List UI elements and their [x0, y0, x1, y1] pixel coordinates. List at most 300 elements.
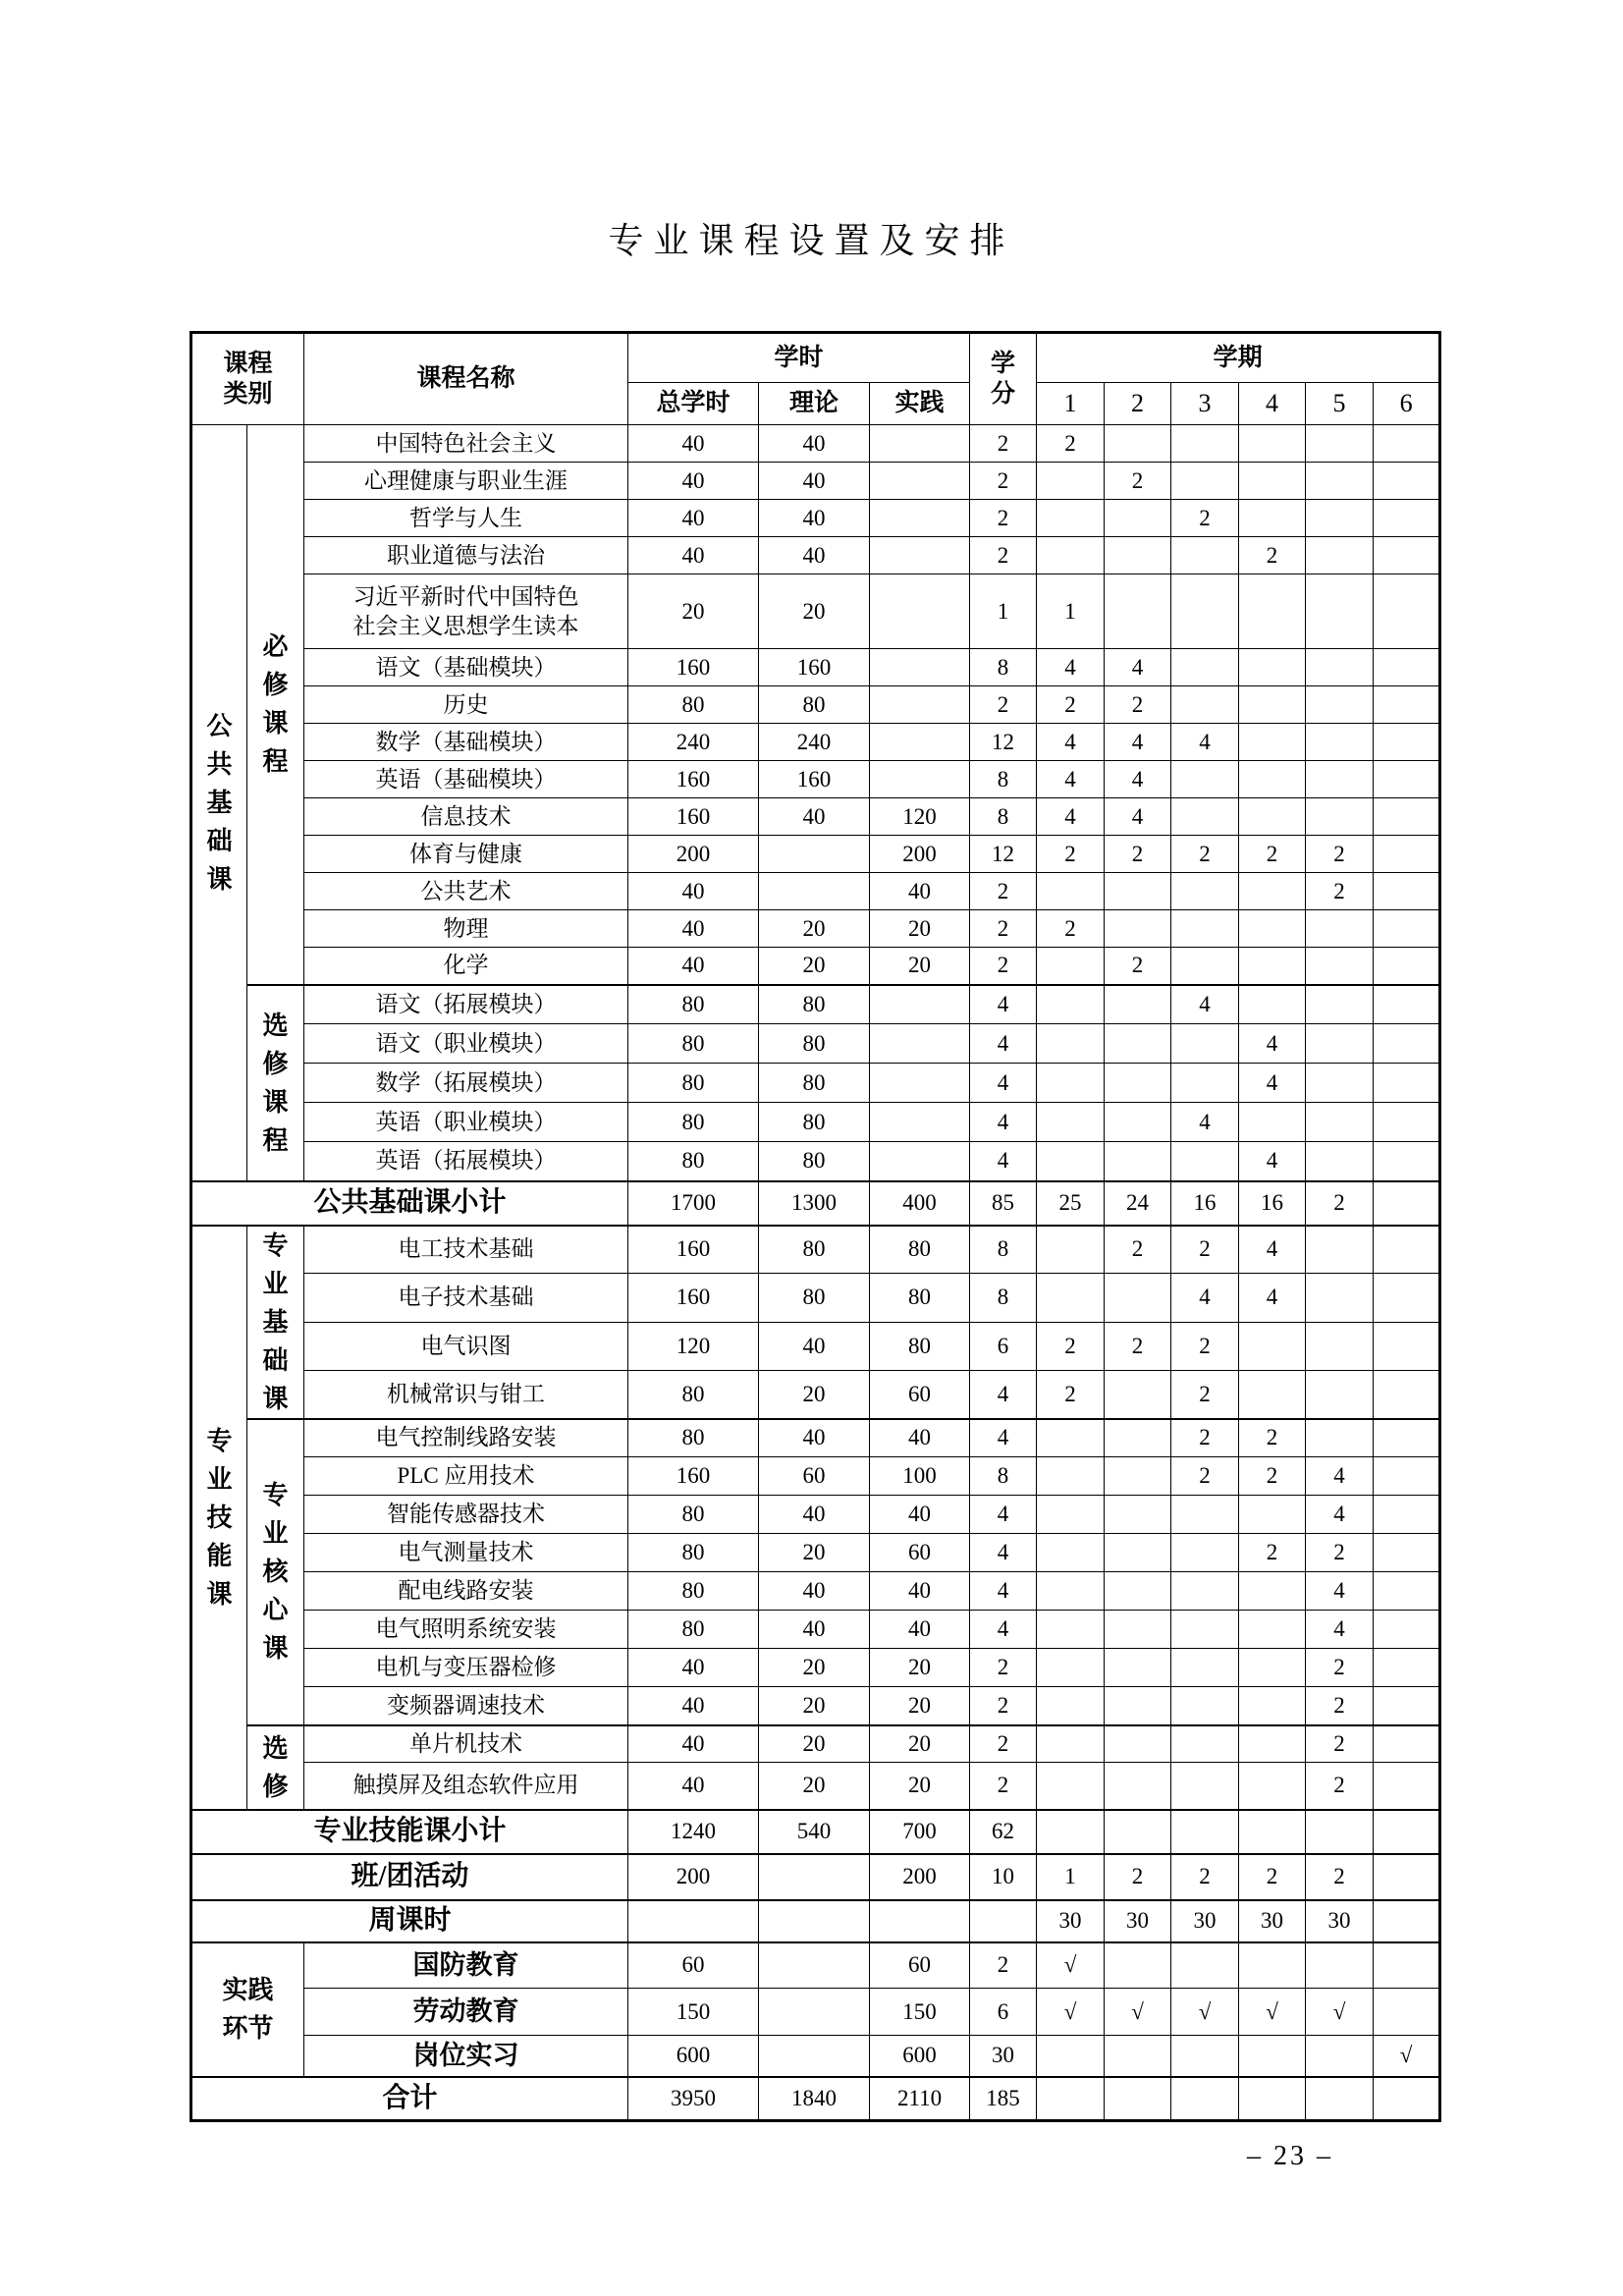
sem6-cell	[1374, 798, 1440, 836]
credits-cell: 6	[970, 1989, 1037, 2036]
sem1-cell: 2	[1037, 836, 1105, 873]
sem3-cell: 4	[1171, 1103, 1239, 1142]
course-name-cell: 单片机技术	[304, 1725, 628, 1763]
header-theory-hours: 理论	[759, 383, 870, 425]
credits-cell: 10	[970, 1854, 1037, 1900]
course-name-cell: 英语（职业模块）	[304, 1103, 628, 1142]
total-hours-cell: 80	[628, 1496, 759, 1534]
course-name-cell: 变频器调速技术	[304, 1687, 628, 1725]
sem3-cell: 2	[1171, 1226, 1239, 1274]
sem1-cell	[1037, 948, 1105, 985]
total-hours-cell: 160	[628, 1274, 759, 1322]
course-name-cell: 哲学与人生	[304, 500, 628, 537]
table-row	[191, 1810, 1440, 1854]
table-row	[191, 1457, 1440, 1496]
sem1-cell: 25	[1037, 1181, 1105, 1226]
sem1-cell	[1037, 1649, 1105, 1687]
sem3-cell	[1171, 649, 1239, 686]
sem5-cell: √	[1306, 1989, 1374, 2036]
sem5-cell	[1306, 1370, 1374, 1418]
course-name-cell: 习近平新时代中国特色 社会主义思想学生读本	[304, 574, 628, 649]
total-hours-cell: 80	[628, 1534, 759, 1572]
table-row	[191, 1534, 1440, 1572]
sem4-cell	[1239, 948, 1306, 985]
practice-hours-cell: 40	[870, 1611, 970, 1649]
sem4-cell	[1239, 1611, 1306, 1649]
credits-cell: 4	[970, 1024, 1037, 1064]
total-hours-cell: 240	[628, 724, 759, 761]
practice-hours-cell: 80	[870, 1274, 970, 1322]
sem1-cell	[1037, 1274, 1105, 1322]
sem5-cell: 4	[1306, 1572, 1374, 1611]
sem1-cell	[1037, 1457, 1105, 1496]
course-name-cell: 语文（职业模块）	[304, 1024, 628, 1064]
theory-hours-cell: 40	[759, 1611, 870, 1649]
total-hours-cell: 40	[628, 873, 759, 910]
credits-cell: 2	[970, 1687, 1037, 1725]
practice-hours-cell	[870, 1900, 970, 1942]
summary-label-cell: 周课时	[191, 1900, 628, 1942]
sem5-cell: 2	[1306, 836, 1374, 873]
practice-hours-cell	[870, 761, 970, 798]
theory-hours-cell: 40	[759, 1419, 870, 1457]
sem1-cell	[1037, 1419, 1105, 1457]
sem4-cell	[1239, 798, 1306, 836]
sem1-cell	[1037, 1142, 1105, 1181]
sem3-cell: 4	[1171, 724, 1239, 761]
theory-hours-cell: 40	[759, 463, 870, 500]
sem3-cell: 4	[1171, 1274, 1239, 1322]
sem5-cell: 2	[1306, 1687, 1374, 1725]
course-name-cell: 语文（拓展模块）	[304, 985, 628, 1024]
sem2-cell: √	[1105, 1989, 1171, 2036]
table-row	[191, 500, 1440, 537]
credits-cell: 1	[970, 574, 1037, 649]
total-hours-cell: 40	[628, 1763, 759, 1810]
course-name-cell: 化学	[304, 948, 628, 985]
sem5-cell	[1306, 761, 1374, 798]
practice-hours-cell: 150	[870, 1989, 970, 2036]
sem2-cell	[1105, 1687, 1171, 1725]
header-credits: 学 分	[970, 333, 1037, 425]
credits-cell: 4	[970, 1611, 1037, 1649]
total-hours-cell: 40	[628, 1725, 759, 1763]
sem4-cell: 2	[1239, 1457, 1306, 1496]
total-hours-cell: 160	[628, 798, 759, 836]
sem2-cell: 2	[1105, 1322, 1171, 1370]
sem2-cell	[1105, 425, 1171, 463]
sem3-cell: 4	[1171, 985, 1239, 1024]
course-name-cell: 岗位实习	[304, 2036, 628, 2077]
sem2-cell	[1105, 873, 1171, 910]
sem5-cell: 4	[1306, 1496, 1374, 1534]
theory-hours-cell: 60	[759, 1457, 870, 1496]
page-title: 专业课程设置及安排	[608, 221, 1015, 260]
practice-hours-cell: 2110	[870, 2077, 970, 2121]
sem2-cell: 2	[1105, 836, 1171, 873]
sem3-cell	[1171, 1024, 1239, 1064]
theory-hours-cell: 40	[759, 537, 870, 574]
sem1-cell: √	[1037, 1989, 1105, 2036]
sem2-cell: 4	[1105, 649, 1171, 686]
practice-hours-cell: 20	[870, 948, 970, 985]
sem3-cell	[1171, 910, 1239, 948]
total-hours-cell: 80	[628, 1142, 759, 1181]
practice-hours-cell: 20	[870, 1687, 970, 1725]
table-row	[191, 910, 1440, 948]
sem2-cell	[1105, 2036, 1171, 2077]
sem5-cell	[1306, 1322, 1374, 1370]
total-hours-cell: 120	[628, 1322, 759, 1370]
sem3-cell: 2	[1171, 1854, 1239, 1900]
theory-hours-cell	[759, 1854, 870, 1900]
header-practice-hours: 实践	[870, 383, 970, 425]
sem4-cell: 4	[1239, 1024, 1306, 1064]
credits-cell: 2	[970, 873, 1037, 910]
credits-cell: 62	[970, 1810, 1037, 1854]
practice-hours-cell: 20	[870, 1725, 970, 1763]
practice-hours-cell: 40	[870, 1419, 970, 1457]
sem1-cell	[1037, 1534, 1105, 1572]
course-name-cell: 国防教育	[304, 1942, 628, 1989]
total-hours-cell: 160	[628, 649, 759, 686]
sem4-cell	[1239, 649, 1306, 686]
category-cell: 实践 环节	[191, 1942, 304, 2077]
theory-hours-cell: 20	[759, 1725, 870, 1763]
sem5-cell	[1306, 1103, 1374, 1142]
sem6-cell	[1374, 761, 1440, 798]
credits-cell: 2	[970, 1763, 1037, 1810]
sem6-cell	[1374, 1103, 1440, 1142]
sem5-cell	[1306, 463, 1374, 500]
sem3-cell	[1171, 1649, 1239, 1687]
practice-hours-cell	[870, 724, 970, 761]
sem2-cell	[1105, 910, 1171, 948]
theory-hours-cell: 160	[759, 761, 870, 798]
table-row	[191, 1064, 1440, 1103]
total-hours-cell: 80	[628, 1419, 759, 1457]
total-hours-cell: 40	[628, 537, 759, 574]
sem4-cell	[1239, 686, 1306, 724]
practice-hours-cell: 60	[870, 1370, 970, 1418]
credits-cell: 2	[970, 1649, 1037, 1687]
sem5-cell	[1306, 1942, 1374, 1989]
table-row	[191, 836, 1440, 873]
credits-cell: 2	[970, 1942, 1037, 1989]
theory-hours-cell: 40	[759, 1322, 870, 1370]
sem1-cell: √	[1037, 1942, 1105, 1989]
sem3-cell: 2	[1171, 836, 1239, 873]
total-hours-cell: 3950	[628, 2077, 759, 2121]
sem4-cell: 16	[1239, 1181, 1306, 1226]
sem4-cell	[1239, 873, 1306, 910]
sem2-cell	[1105, 537, 1171, 574]
sem3-cell: 2	[1171, 1457, 1239, 1496]
total-hours-cell: 40	[628, 1649, 759, 1687]
theory-hours-cell: 20	[759, 1763, 870, 1810]
sem6-cell	[1374, 425, 1440, 463]
sem2-cell	[1105, 1810, 1171, 1854]
table-row	[191, 1900, 1440, 1942]
theory-hours-cell: 80	[759, 1024, 870, 1064]
sem1-cell: 2	[1037, 910, 1105, 948]
sem3-cell: 16	[1171, 1181, 1239, 1226]
sem3-cell	[1171, 463, 1239, 500]
sem2-cell	[1105, 1496, 1171, 1534]
sem3-cell	[1171, 1496, 1239, 1534]
sem4-cell	[1239, 1496, 1306, 1534]
sem2-cell	[1105, 1534, 1171, 1572]
course-name-cell: PLC 应用技术	[304, 1457, 628, 1496]
practice-hours-cell	[870, 1142, 970, 1181]
sem4-cell	[1239, 1103, 1306, 1142]
sem4-cell: 2	[1239, 537, 1306, 574]
practice-hours-cell	[870, 463, 970, 500]
sem5-cell	[1306, 910, 1374, 948]
sem3-cell	[1171, 1064, 1239, 1103]
summary-label-cell: 合计	[191, 2077, 628, 2121]
sem1-cell	[1037, 1064, 1105, 1103]
practice-hours-cell: 40	[870, 1572, 970, 1611]
sem1-cell	[1037, 1611, 1105, 1649]
theory-hours-cell: 80	[759, 1103, 870, 1142]
sem1-cell: 2	[1037, 686, 1105, 724]
header-semester-4: 4	[1239, 383, 1306, 425]
theory-hours-cell: 20	[759, 948, 870, 985]
table-row	[191, 873, 1440, 910]
credits-cell: 8	[970, 798, 1037, 836]
practice-hours-cell: 100	[870, 1457, 970, 1496]
sem3-cell	[1171, 948, 1239, 985]
course-name-cell: 信息技术	[304, 798, 628, 836]
practice-hours-cell	[870, 649, 970, 686]
course-name-cell: 心理健康与职业生涯	[304, 463, 628, 500]
sem5-cell: 30	[1306, 1900, 1374, 1942]
curriculum-table-body	[191, 425, 1440, 2121]
sem1-cell: 1	[1037, 1854, 1105, 1900]
sem6-cell	[1374, 948, 1440, 985]
sem6-cell	[1374, 1457, 1440, 1496]
credits-cell: 4	[970, 985, 1037, 1024]
credits-cell: 8	[970, 1457, 1037, 1496]
credits-cell: 8	[970, 1226, 1037, 1274]
course-name-cell: 电工技术基础	[304, 1226, 628, 1274]
sem5-cell: 2	[1306, 1181, 1374, 1226]
sem2-cell: 4	[1105, 724, 1171, 761]
practice-hours-cell	[870, 1024, 970, 1064]
sem1-cell	[1037, 1810, 1105, 1854]
sem5-cell	[1306, 1810, 1374, 1854]
table-row	[191, 1226, 1440, 1274]
sem2-cell	[1105, 1419, 1171, 1457]
summary-label-cell: 班/团活动	[191, 1854, 628, 1900]
sem3-cell	[1171, 798, 1239, 836]
table-row	[191, 1763, 1440, 1810]
theory-hours-cell: 20	[759, 1370, 870, 1418]
category-cell: 专 业 基 础 课	[247, 1226, 304, 1419]
sem1-cell	[1037, 537, 1105, 574]
sem2-cell: 2	[1105, 686, 1171, 724]
credits-cell: 12	[970, 836, 1037, 873]
header-total-hours: 总学时	[628, 383, 759, 425]
sem6-cell	[1374, 1900, 1440, 1942]
sem6-cell	[1374, 1810, 1440, 1854]
course-name-cell: 公共艺术	[304, 873, 628, 910]
sem3-cell	[1171, 1611, 1239, 1649]
theory-hours-cell	[759, 1900, 870, 1942]
sem6-cell	[1374, 873, 1440, 910]
sem2-cell	[1105, 1024, 1171, 1064]
practice-hours-cell: 700	[870, 1810, 970, 1854]
total-hours-cell: 40	[628, 1687, 759, 1725]
total-hours-cell: 200	[628, 836, 759, 873]
sem1-cell: 30	[1037, 1900, 1105, 1942]
sem2-cell	[1105, 1103, 1171, 1142]
table-row	[191, 1496, 1440, 1534]
sem3-cell	[1171, 761, 1239, 798]
course-name-cell: 劳动教育	[304, 1989, 628, 2036]
sem3-cell	[1171, 1810, 1239, 1854]
practice-hours-cell: 20	[870, 910, 970, 948]
course-name-cell: 智能传感器技术	[304, 1496, 628, 1534]
sem4-cell: 2	[1239, 1854, 1306, 1900]
sem1-cell	[1037, 1725, 1105, 1763]
sem3-cell	[1171, 425, 1239, 463]
sem2-cell: 2	[1105, 463, 1171, 500]
course-name-cell: 历史	[304, 686, 628, 724]
sem4-cell	[1239, 1322, 1306, 1370]
sem5-cell	[1306, 724, 1374, 761]
sem5-cell: 2	[1306, 1534, 1374, 1572]
sem3-cell	[1171, 1725, 1239, 1763]
sem2-cell: 4	[1105, 798, 1171, 836]
sem5-cell	[1306, 2036, 1374, 2077]
total-hours-cell: 60	[628, 1942, 759, 1989]
sem4-cell	[1239, 500, 1306, 537]
page-number: – 23 –	[1247, 2141, 1333, 2171]
credits-cell: 4	[970, 1419, 1037, 1457]
category-cell: 必 修 课 程	[247, 425, 304, 985]
course-name-cell: 数学（拓展模块）	[304, 1064, 628, 1103]
credits-cell	[970, 1900, 1037, 1942]
credits-cell: 2	[970, 948, 1037, 985]
table-row	[191, 1572, 1440, 1611]
credits-cell: 4	[970, 1572, 1037, 1611]
sem4-cell	[1239, 1572, 1306, 1611]
sem3-cell	[1171, 1534, 1239, 1572]
theory-hours-cell: 80	[759, 686, 870, 724]
total-hours-cell: 40	[628, 500, 759, 537]
practice-hours-cell	[870, 686, 970, 724]
sem2-cell	[1105, 574, 1171, 649]
sem6-cell	[1374, 1370, 1440, 1418]
sem6-cell	[1374, 500, 1440, 537]
sem3-cell	[1171, 1942, 1239, 1989]
credits-cell: 2	[970, 500, 1037, 537]
header-semester-3: 3	[1171, 383, 1239, 425]
header-hours-group: 学时	[628, 333, 970, 383]
credits-cell: 2	[970, 686, 1037, 724]
sem6-cell	[1374, 1687, 1440, 1725]
course-name-cell: 配电线路安装	[304, 1572, 628, 1611]
sem1-cell	[1037, 1024, 1105, 1064]
theory-hours-cell: 80	[759, 1274, 870, 1322]
sem6-cell: √	[1374, 2036, 1440, 2077]
credits-cell: 2	[970, 1725, 1037, 1763]
theory-hours-cell: 40	[759, 425, 870, 463]
total-hours-cell: 80	[628, 1370, 759, 1418]
credits-cell: 2	[970, 463, 1037, 500]
sem6-cell	[1374, 1064, 1440, 1103]
sem2-cell	[1105, 500, 1171, 537]
sem6-cell	[1374, 537, 1440, 574]
sem2-cell	[1105, 1649, 1171, 1687]
table-row	[191, 2036, 1440, 2077]
sem3-cell	[1171, 873, 1239, 910]
theory-hours-cell: 80	[759, 1142, 870, 1181]
sem3-cell	[1171, 2077, 1239, 2121]
sem3-cell: 30	[1171, 1900, 1239, 1942]
practice-hours-cell: 40	[870, 873, 970, 910]
sem2-cell: 4	[1105, 761, 1171, 798]
sem1-cell: 4	[1037, 649, 1105, 686]
sem1-cell	[1037, 1226, 1105, 1274]
theory-hours-cell: 20	[759, 1687, 870, 1725]
sem3-cell: 2	[1171, 1322, 1239, 1370]
practice-hours-cell	[870, 1103, 970, 1142]
course-name-cell: 电气控制线路安装	[304, 1419, 628, 1457]
table-row	[191, 1024, 1440, 1064]
sem5-cell: 2	[1306, 1854, 1374, 1900]
credits-cell: 8	[970, 649, 1037, 686]
practice-hours-cell: 400	[870, 1181, 970, 1226]
table-row	[191, 1687, 1440, 1725]
sem2-cell	[1105, 1572, 1171, 1611]
credits-cell: 4	[970, 1142, 1037, 1181]
sem5-cell	[1306, 649, 1374, 686]
sem1-cell	[1037, 873, 1105, 910]
sem4-cell: √	[1239, 1989, 1306, 2036]
sem5-cell: 2	[1306, 873, 1374, 910]
practice-hours-cell	[870, 537, 970, 574]
theory-hours-cell: 20	[759, 910, 870, 948]
table-row	[191, 985, 1440, 1024]
header-row-1	[191, 333, 1440, 383]
sem3-cell: 2	[1171, 500, 1239, 537]
credits-cell: 30	[970, 2036, 1037, 2077]
practice-hours-cell: 60	[870, 1534, 970, 1572]
theory-hours-cell: 80	[759, 985, 870, 1024]
theory-hours-cell: 1300	[759, 1181, 870, 1226]
total-hours-cell: 40	[628, 425, 759, 463]
sem2-cell	[1105, 1274, 1171, 1322]
sem6-cell	[1374, 1226, 1440, 1274]
sem1-cell: 2	[1037, 1370, 1105, 1418]
table-row	[191, 1989, 1440, 2036]
sem5-cell: 2	[1306, 1763, 1374, 1810]
sem6-cell	[1374, 574, 1440, 649]
practice-hours-cell	[870, 1064, 970, 1103]
sem3-cell	[1171, 574, 1239, 649]
credits-cell: 85	[970, 1181, 1037, 1226]
table-row	[191, 649, 1440, 686]
course-name-cell: 职业道德与法治	[304, 537, 628, 574]
sem4-cell: 4	[1239, 1274, 1306, 1322]
sem6-cell	[1374, 1942, 1440, 1989]
total-hours-cell: 150	[628, 1989, 759, 2036]
sem5-cell	[1306, 1024, 1374, 1064]
course-name-cell: 英语（基础模块）	[304, 761, 628, 798]
